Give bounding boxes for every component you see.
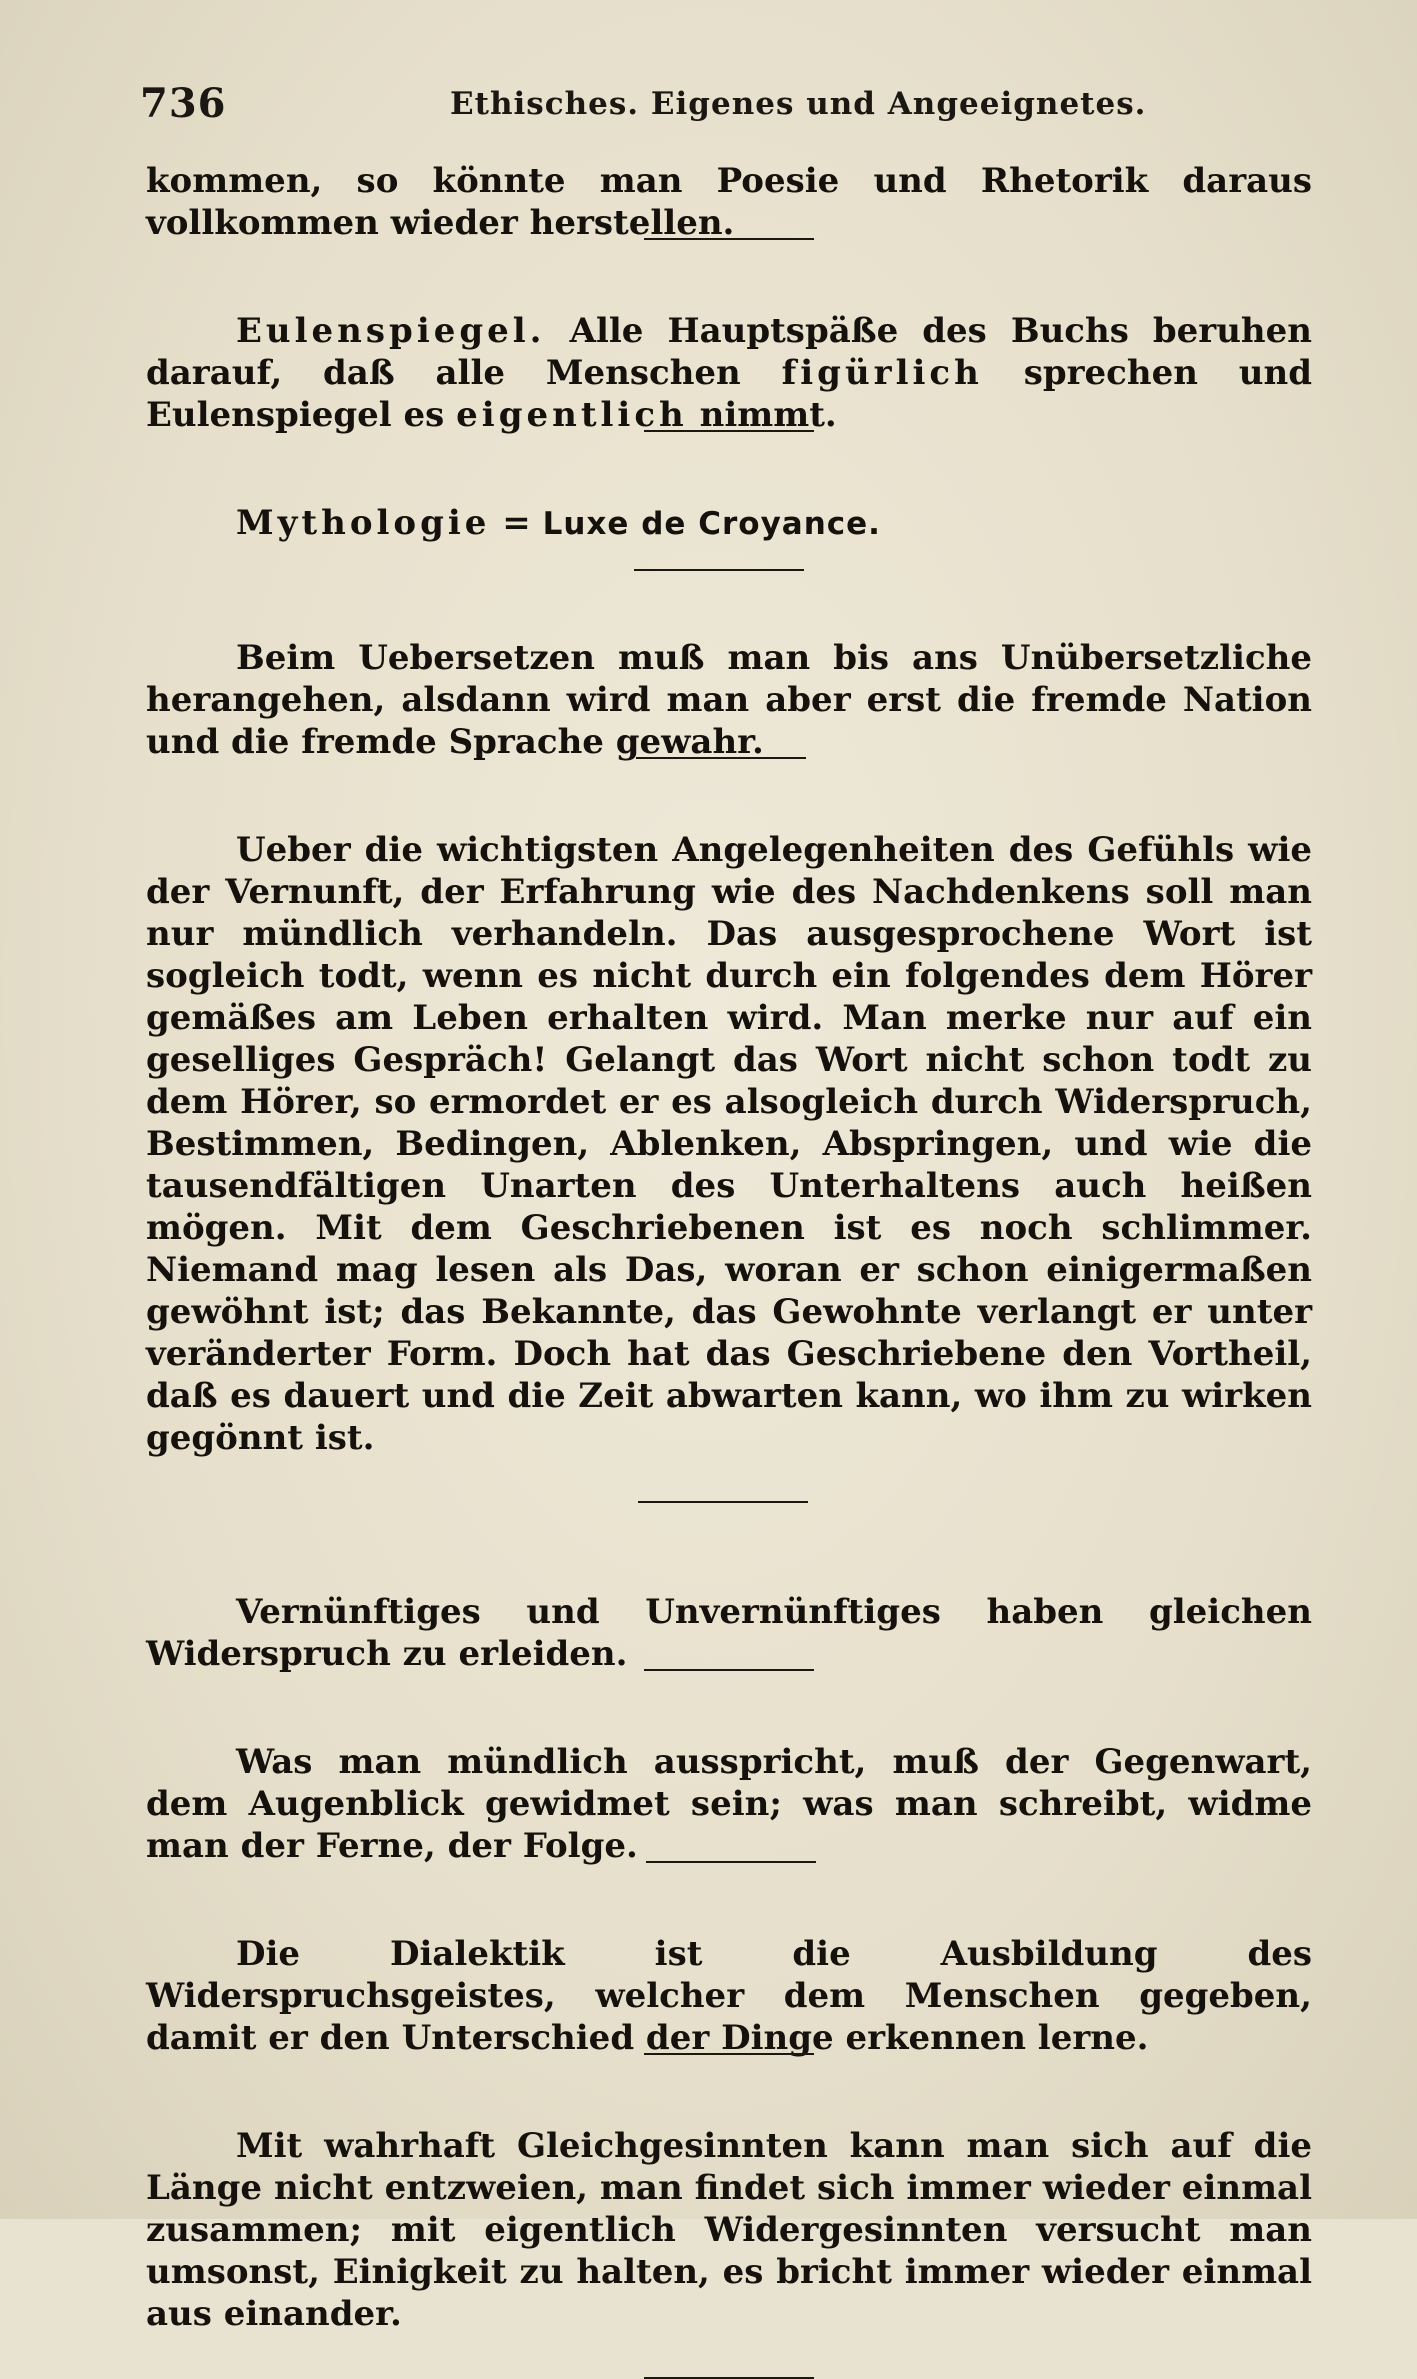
paragraph-3-latin: Luxe de Croyance. [542,506,881,542]
paragraph-7 [146,1741,1312,1867]
paragraph-4-text: Beim Uebersetzen muß man bis ans Unübersetzliche herangehen, alsdann wird man aber erst die fremde Nation und die fremde Sprache gewahr. [146,638,1312,762]
separator-rule [644,2053,814,2055]
paragraph-5 [146,829,1312,1459]
paragraph-5-text: Ueber die wichtigsten Angelegenheiten des Gefühls wie der Vernunft, der Erfahrung wie des Nachdenkens soll man nur mündlich verhandeln. Das ausgesprochene Wort ist sogleich todt, wenn es nicht durch ein folgendes dem Hörer gemäßes am Leben erhalten wird. Man merke nur auf ein geselliges Gespräch! Gelangt das Wort nicht schon todt zu dem Hörer, so ermordet er es alsogleich durch Widerspruch, Bestimmen, Bedingen, Ablenken, Abspringen, und wie die tausendfältigen Unarten des Unterhaltens auch heißen mögen. Mit dem Geschriebenen ist es noch schlimmer. Niemand mag lesen als Das, woran er schon einigermaßen gewöhnt ist; das Bekannte, das Gewohnte verlangt er unter veränderter Form. Doch hat das Geschriebene den Vortheil, daß es dauert und die Zeit abwarten kann, wo ihm zu wirken gegönnt ist. [146,830,1312,1458]
separator-rule [644,430,814,432]
page-number: 736 [140,80,227,127]
separator-rule [644,238,814,240]
paragraph-2-text: Alle Hauptspäße des Buchs beruhen darauf, daß alle Menschen [146,311,1312,393]
paragraph-2 [146,310,1312,436]
paragraph-3-lead: Mythologie [236,503,491,543]
paragraph-7-text: Was man mündlich ausspricht, muß der Gegenwart, dem Augenblick gewidmet sein; was man schreibt, widme man der Ferne, der Folge. [146,1742,1312,1866]
paragraph-8-text: Die Dialektik ist die Ausbildung des Widerspruchsgeistes, welcher dem Menschen gegeben, damit er den Unterschied der Dinge erkennen lerne. [146,1934,1312,2058]
paragraph-1 [146,160,1312,244]
paragraph-9 [146,2125,1312,2335]
paragraph-3-text: = [490,503,543,543]
body-text [146,160,1312,2335]
paragraph-3 [146,502,1312,545]
separator-rule [634,569,804,571]
running-head: Ethisches. Eigenes und Angeeignetes. [450,86,1147,122]
paragraph-2-lead: Eulenspiegel. [236,311,546,351]
separator-rule [638,1501,808,1503]
paragraph-6 [146,1591,1312,1675]
paragraph-8 [146,1933,1312,2059]
page-header [140,80,1320,140]
paragraph-9-text: Mit wahrhaft Gleichgesinnten kann man sich auf die Länge nicht entzweien, man findet sich immer wieder einmal zusammen; mit eigentlich Widergesinnten versucht man umsonst, Einigkeit zu halten, es bricht immer wieder einmal aus einander. [146,2126,1312,2334]
separator-rule [646,1861,816,1863]
paragraph-4 [146,637,1312,763]
paragraph-6-text: Vernünftiges und Unvernünftiges haben gleichen Widerspruch zu erleiden. [146,1592,1312,1674]
paragraph-2-text-2: sprechen und Eulenspiegel es [146,353,1313,435]
separator-rule [636,757,806,759]
separator-rule [644,1669,814,1671]
paragraph-2-emph-2: eigentlich [456,395,688,435]
paragraph-2-text-3: nimmt. [687,395,837,435]
paragraph-1-text: kommen, so könnte man Poesie und Rhetorik daraus vollkommen wieder herstellen. [146,161,1312,243]
paragraph-2-emph-1: figürlich [781,353,983,393]
